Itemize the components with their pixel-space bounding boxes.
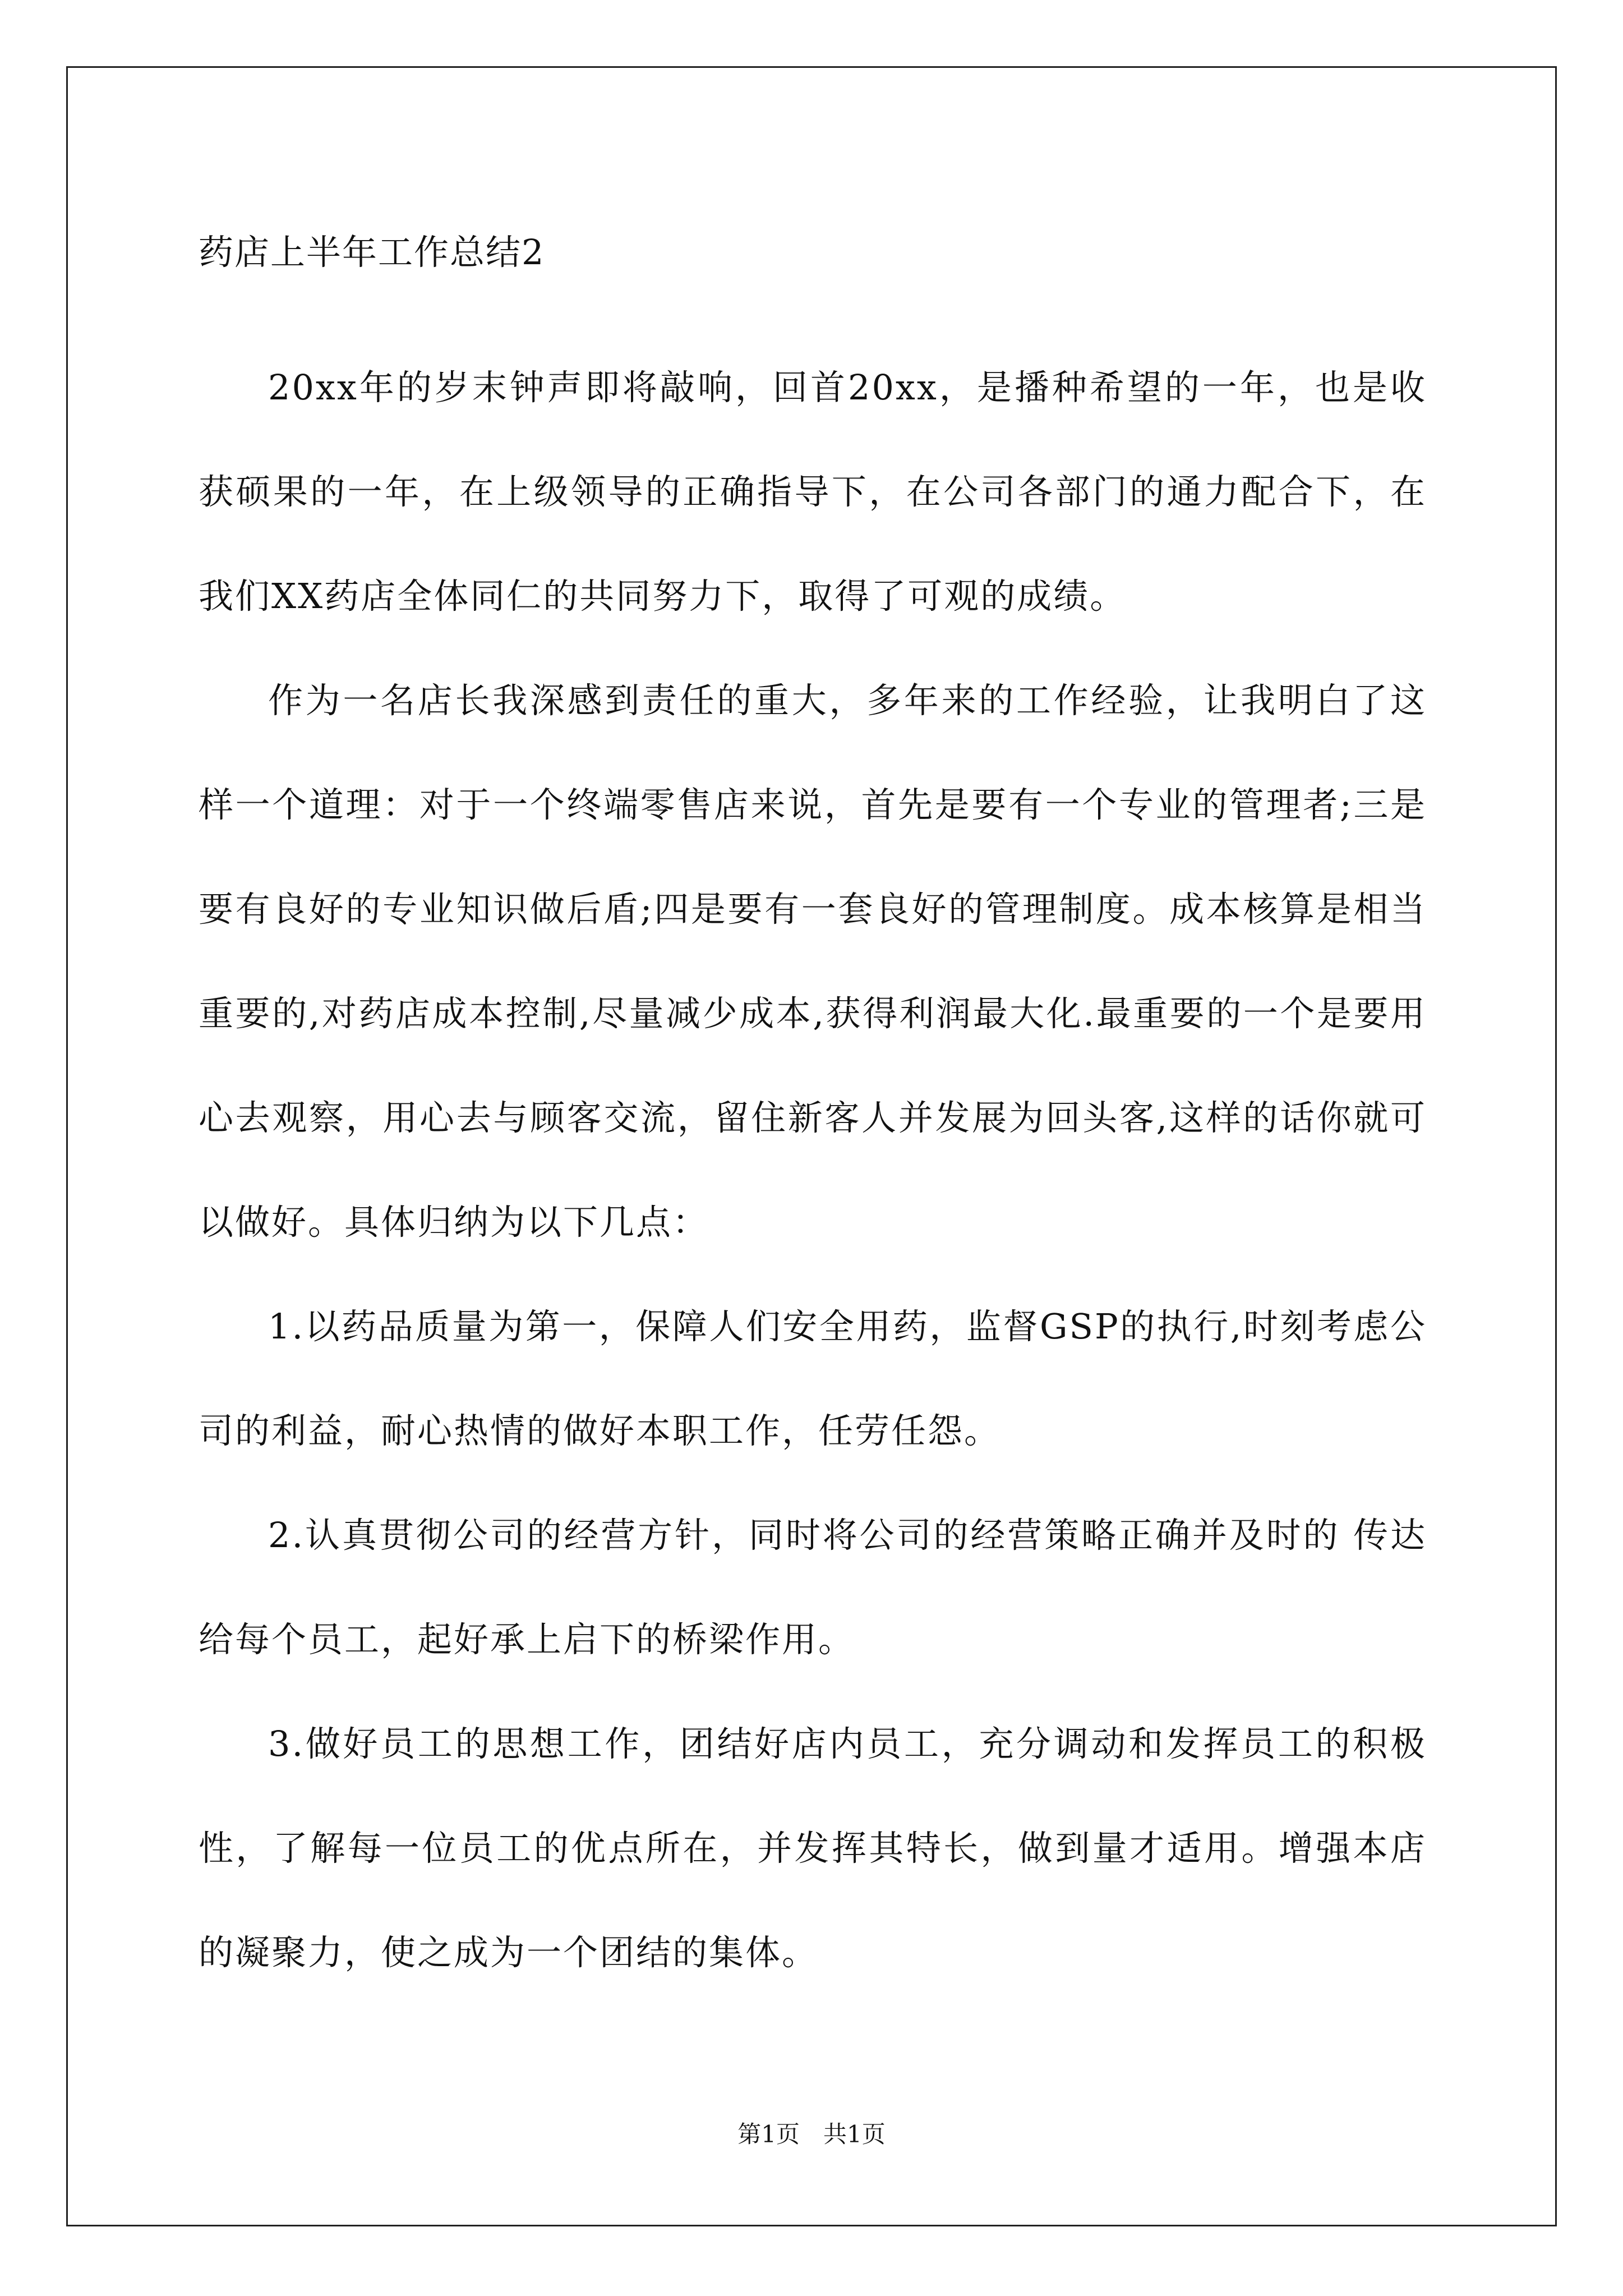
paragraph-point-1: 1.以药品质量为第一，保障人们安全用药，监督GSP的执行,时刻考虑公司的利益，耐心热情的做好本职工作，任劳任怨。 xyxy=(199,1306,1427,1451)
document-title: 药店上半年工作总结2 xyxy=(199,232,545,273)
document-body xyxy=(199,335,1427,2005)
page-number-footer: 第1页 共1页 xyxy=(737,2120,886,2148)
paragraph-intro: 20xx年的岁末钟声即将敲响，回首20xx，是播种希望的一年，也是收获硕果的一年，在上级领导的正确指导下，在公司各部门的通力配合下，在我们XX药店全体同仁的共同努力下，取得了可观的成绩。 xyxy=(199,367,1427,616)
paragraph-point-2: 2.认真贯彻公司的经营方针，同时将公司的经营策略正确并及时的 传达给每个员工，起好承上启下的桥梁作用。 xyxy=(199,1515,1427,1660)
paragraph-experience: 作为一名店长我深感到责任的重大，多年来的工作经验，让我明白了这样一个道理：对于一个终端零售店来说，首先是要有一个专业的管理者;三是要有良好的专业知识做后盾;四是要有一套良好的管理制度。成本核算是相当重要的,对药店成本控制,尽量减少成本,获得利润最大化.最重要的一个是要用心去观察，用心去与顾客交流，留住新客人并发展为回头客,这样的话你就可以做好。具体归纳为以下几点： xyxy=(199,680,1427,1243)
paragraph-point-3: 3.做好员工的思想工作，团结好店内员工，充分调动和发挥员工的积极性，了解每一位员工的优点所在，并发挥其特长，做到量才适用。增强本店的凝聚力，使之成为一个团结的集体。 xyxy=(199,1723,1427,1973)
